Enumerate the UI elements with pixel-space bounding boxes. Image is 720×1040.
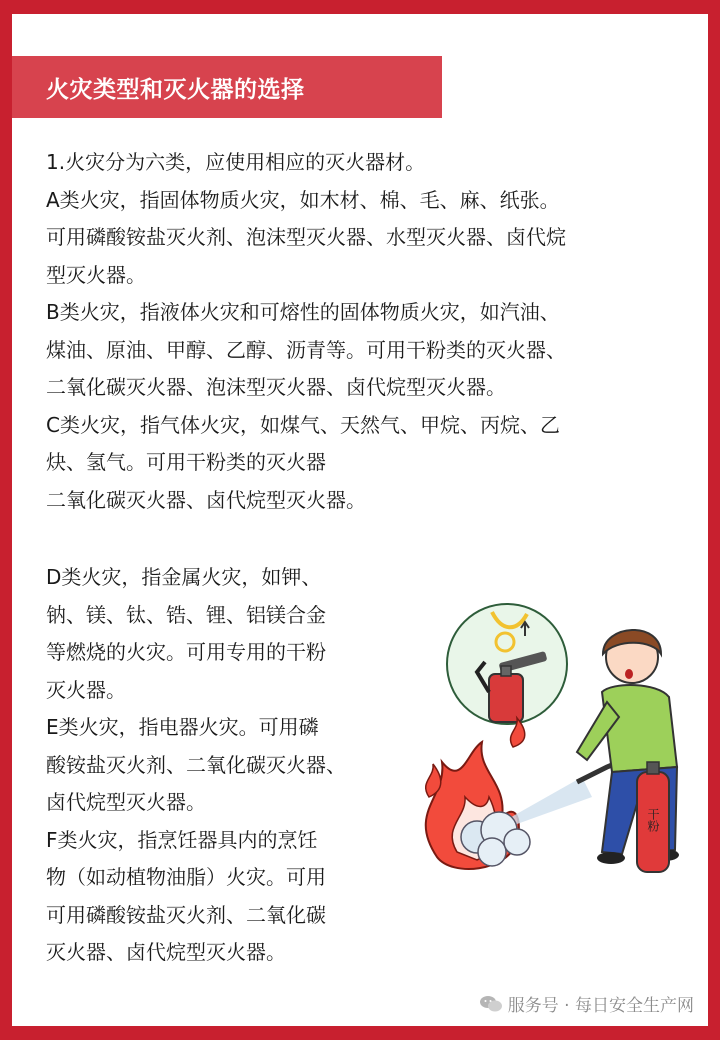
class-d-line: 灭火器。: [46, 677, 126, 702]
class-b-line: 二氧化碳灭火器、泡沫型灭火器、卤代烷型灭火器。: [46, 375, 506, 399]
page-title: 火灾类型和灭火器的选择: [46, 76, 305, 103]
content-card: [12, 14, 708, 1026]
class-a-line: 型灭火器。: [46, 262, 146, 287]
class-f-line: 可用磷酸铵盐灭火剂、二氧化碳: [46, 902, 326, 927]
source-footer: [480, 991, 694, 1016]
class-f-line: 灭火器、卤代烷型灭火器。: [46, 940, 286, 964]
wechat-icon: [480, 995, 502, 1013]
class-c-line: 二氧化碳灭火器、卤代烷型灭火器。: [46, 487, 366, 512]
source-text: 服务号 · 每日安全生产网: [507, 996, 694, 1016]
class-b-line: B类火灾，指液体火灾和可熔性的固体物质火灾，如汽油、: [46, 300, 560, 324]
class-e-line: 卤代烷型灭火器。: [46, 790, 206, 814]
valve-closeup-icon: [447, 604, 567, 724]
class-b-line: 煤油、原油、甲醇、乙醇、沥青等。可用干粉类的灭火器、: [46, 337, 566, 362]
class-f-line: 物（如动植物油脂）火灾。可用: [46, 865, 326, 889]
class-c-line: 炔、氢气。可用干粉类的灭火器: [46, 450, 326, 474]
class-c-line: C类火灾，指气体火灾，如煤气、天然气、甲烷、丙烷、乙: [46, 412, 560, 437]
class-f-line: F类火灾，指烹饪器具内的烹饪: [46, 827, 318, 852]
class-d-line: 钠、镁、钛、锆、锂、铝镁合金: [46, 602, 326, 627]
class-e-line: E类火灾，指电器火灾。可用磷: [46, 715, 319, 739]
fire-extinguisher-illustration: [407, 602, 707, 892]
class-a-line: 可用磷酸铵盐灭火剂、泡沫型灭火器、水型灭火器、卤代烷: [46, 225, 566, 249]
intro-line: 1.火灾分为六类，应使用相应的灭火器材。: [46, 150, 426, 174]
class-d-line: D类火灾，指金属火灾，如钾、: [46, 565, 322, 589]
class-e-line: 酸铵盐灭火剂、二氧化碳灭火器、: [46, 752, 346, 777]
class-d-line: 等燃烧的火灾。可用专用的干粉: [46, 640, 326, 664]
class-a-line: A类火灾，指固体物质火灾，如木材、棉、毛、麻、纸张。: [46, 187, 560, 212]
title-banner: [12, 56, 442, 118]
extinguisher-label: 干粉: [646, 808, 660, 832]
